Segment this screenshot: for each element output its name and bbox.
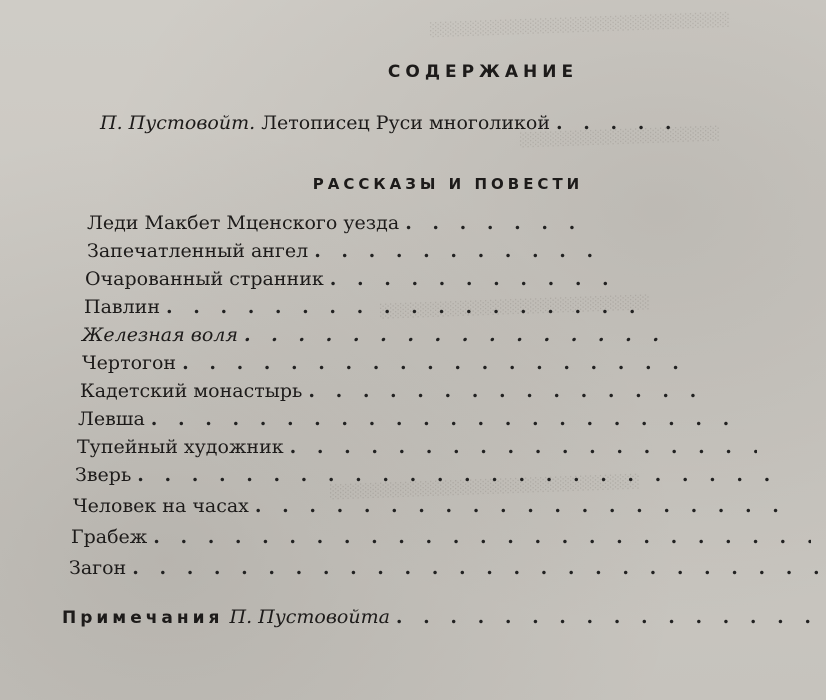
story-entry[interactable] [82,352,692,374]
intro-author: П. Пустовойт. [100,112,256,134]
story-entry[interactable] [85,268,630,290]
dot-leader [132,557,819,579]
story-title: Кадетский монастырь [80,380,303,402]
story-title: Зверь [75,464,132,486]
show-through-text: ░░░░░░░░░░░░░░░░░░░░░░░░░░░░░░ [430,12,730,39]
story-title: Железная воля [82,324,238,346]
notes-author: П. Пустовойта [229,606,390,628]
intro-entry[interactable] [100,112,680,134]
dot-leader [330,268,630,290]
story-entry[interactable] [82,324,672,346]
intro-title: Летописец Руси многоликой [261,112,551,134]
story-title: Грабеж [71,526,148,548]
story-entry[interactable] [77,436,757,458]
story-title: Запечатленный ангел [87,240,309,262]
notes-entry[interactable] [62,606,822,628]
story-entry[interactable] [71,526,811,548]
story-title: Загон [69,557,127,579]
story-entry[interactable] [78,408,733,430]
notes-label: Примечания [62,608,224,628]
dot-leader [244,324,672,346]
show-through-text: ░░░░░░░░░░░░░░░░░░░░ [520,126,720,149]
story-entry[interactable] [84,296,649,318]
dot-leader [308,380,710,402]
story-title: Павлин [84,296,160,318]
contents-heading: СОДЕРЖАНИЕ [387,62,579,82]
dot-leader [255,495,795,517]
story-entry[interactable] [80,380,710,402]
dot-leader [396,606,822,628]
story-title: Очарованный странник [85,268,324,290]
dot-leader [137,464,775,486]
story-title: Левша [78,408,145,430]
dot-leader [314,240,612,262]
story-title: Человек на часах [73,495,249,517]
story-title: Тупейный художник [77,436,284,458]
dot-leader [153,526,811,548]
story-entry[interactable] [87,212,587,234]
dot-leader [405,212,587,234]
story-entry[interactable] [69,557,819,579]
dot-leader [166,296,649,318]
section-heading: РАССКАЗЫ И ПОВЕСТИ [312,175,584,193]
story-entry[interactable] [75,464,775,486]
story-entry[interactable] [87,240,612,262]
show-through-text: ░░░░░░░░░░░░░░░░░░░░░░░░░░░░░░░ [330,474,640,501]
dot-leader [556,112,680,134]
show-through-text: ░░░░░░░░░░░░░░░░░░░░░░░░░░░ [380,295,650,320]
dot-leader [182,352,692,374]
story-title: Чертогон [82,352,177,374]
dot-leader [151,408,733,430]
story-title: Леди Макбет Мценского уезда [87,212,400,234]
story-entry[interactable] [73,495,795,517]
dot-leader [290,436,757,458]
